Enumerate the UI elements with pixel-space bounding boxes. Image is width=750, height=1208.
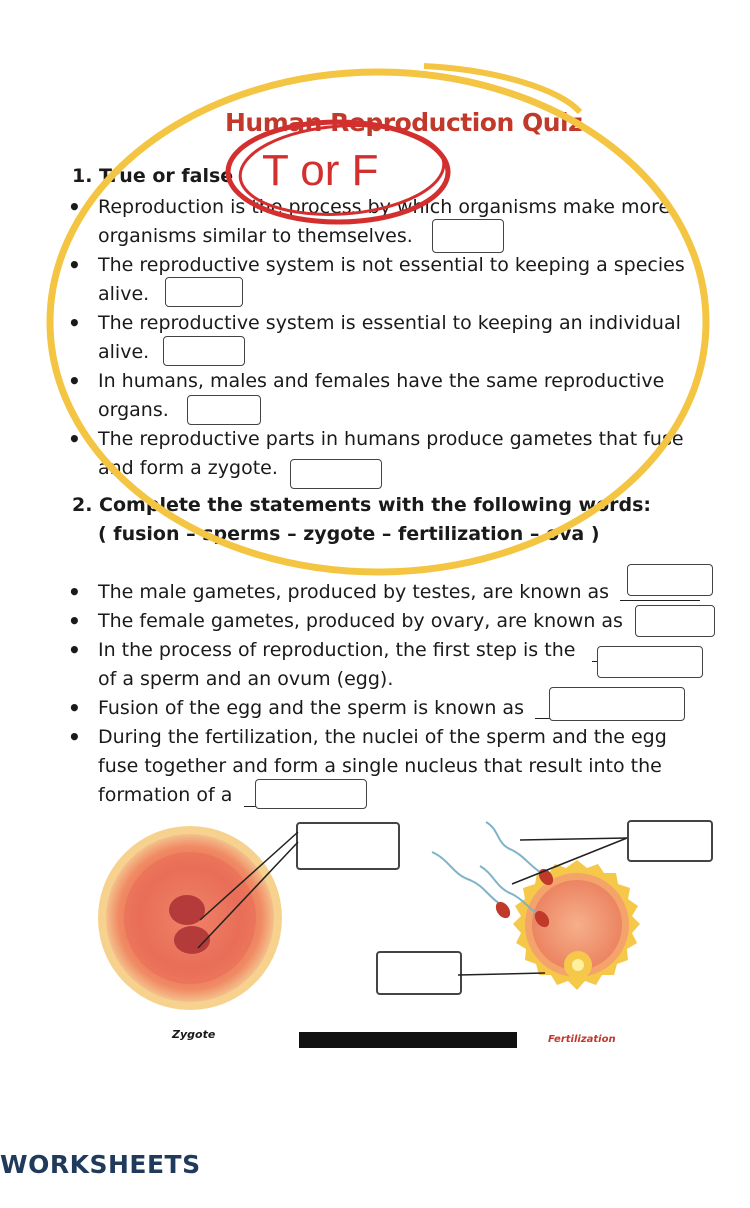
list-item: • Fusion of the egg and the sperm is known as bbox=[68, 696, 524, 720]
reproduction-diagrams bbox=[0, 810, 750, 1060]
section1-heading: 1. True or false bbox=[72, 165, 234, 187]
list-item: • The female gametes, produced by ovary, are known as bbox=[68, 609, 623, 633]
annotation-text: T or F bbox=[262, 146, 379, 195]
answer-box-fill-4[interactable] bbox=[549, 687, 685, 721]
zygote-caption: Zygote bbox=[172, 1028, 216, 1041]
list-item: • During the fertilization, the nuclei of the sperm and the egg fuse together and form a single nucleus that result into the formation of a bbox=[68, 725, 667, 806]
section2-heading: 2. Complete the statements with the following words: bbox=[72, 494, 652, 516]
list-item: • In the process of reproduction, the first step is the of a sperm and an ovum (egg). bbox=[68, 638, 576, 690]
page-title: Human Reproduction Quiz bbox=[225, 108, 583, 137]
list-item: • Reproduction is the process by which organisms make more organisms similar to themselves. bbox=[68, 195, 671, 247]
zygote-image bbox=[98, 826, 298, 1010]
answer-box-fill-3[interactable] bbox=[597, 646, 703, 678]
list-item: • In humans, males and females have the same reproductive organs. bbox=[68, 369, 665, 421]
footer-brand: WORKSHEETS bbox=[0, 1150, 201, 1179]
redaction-bar bbox=[299, 1032, 517, 1048]
fertilization-caption: Fertilization bbox=[548, 1034, 616, 1045]
fertilization-image bbox=[432, 822, 640, 990]
list-item: • The reproductive parts in humans produce gametes that fuse and form a zygote. bbox=[68, 427, 684, 479]
answer-box-fill-5[interactable] bbox=[255, 779, 367, 809]
list-item: • The reproductive system is essential to keeping an individual alive. bbox=[68, 311, 681, 363]
list-item: • The reproductive system is not essential to keeping a species alive. bbox=[68, 253, 685, 305]
list-item: • The male gametes, produced by testes, are known as bbox=[68, 580, 610, 604]
word-bank: ( fusion – sperms – zygote – fertilization – ova ) bbox=[98, 523, 600, 545]
